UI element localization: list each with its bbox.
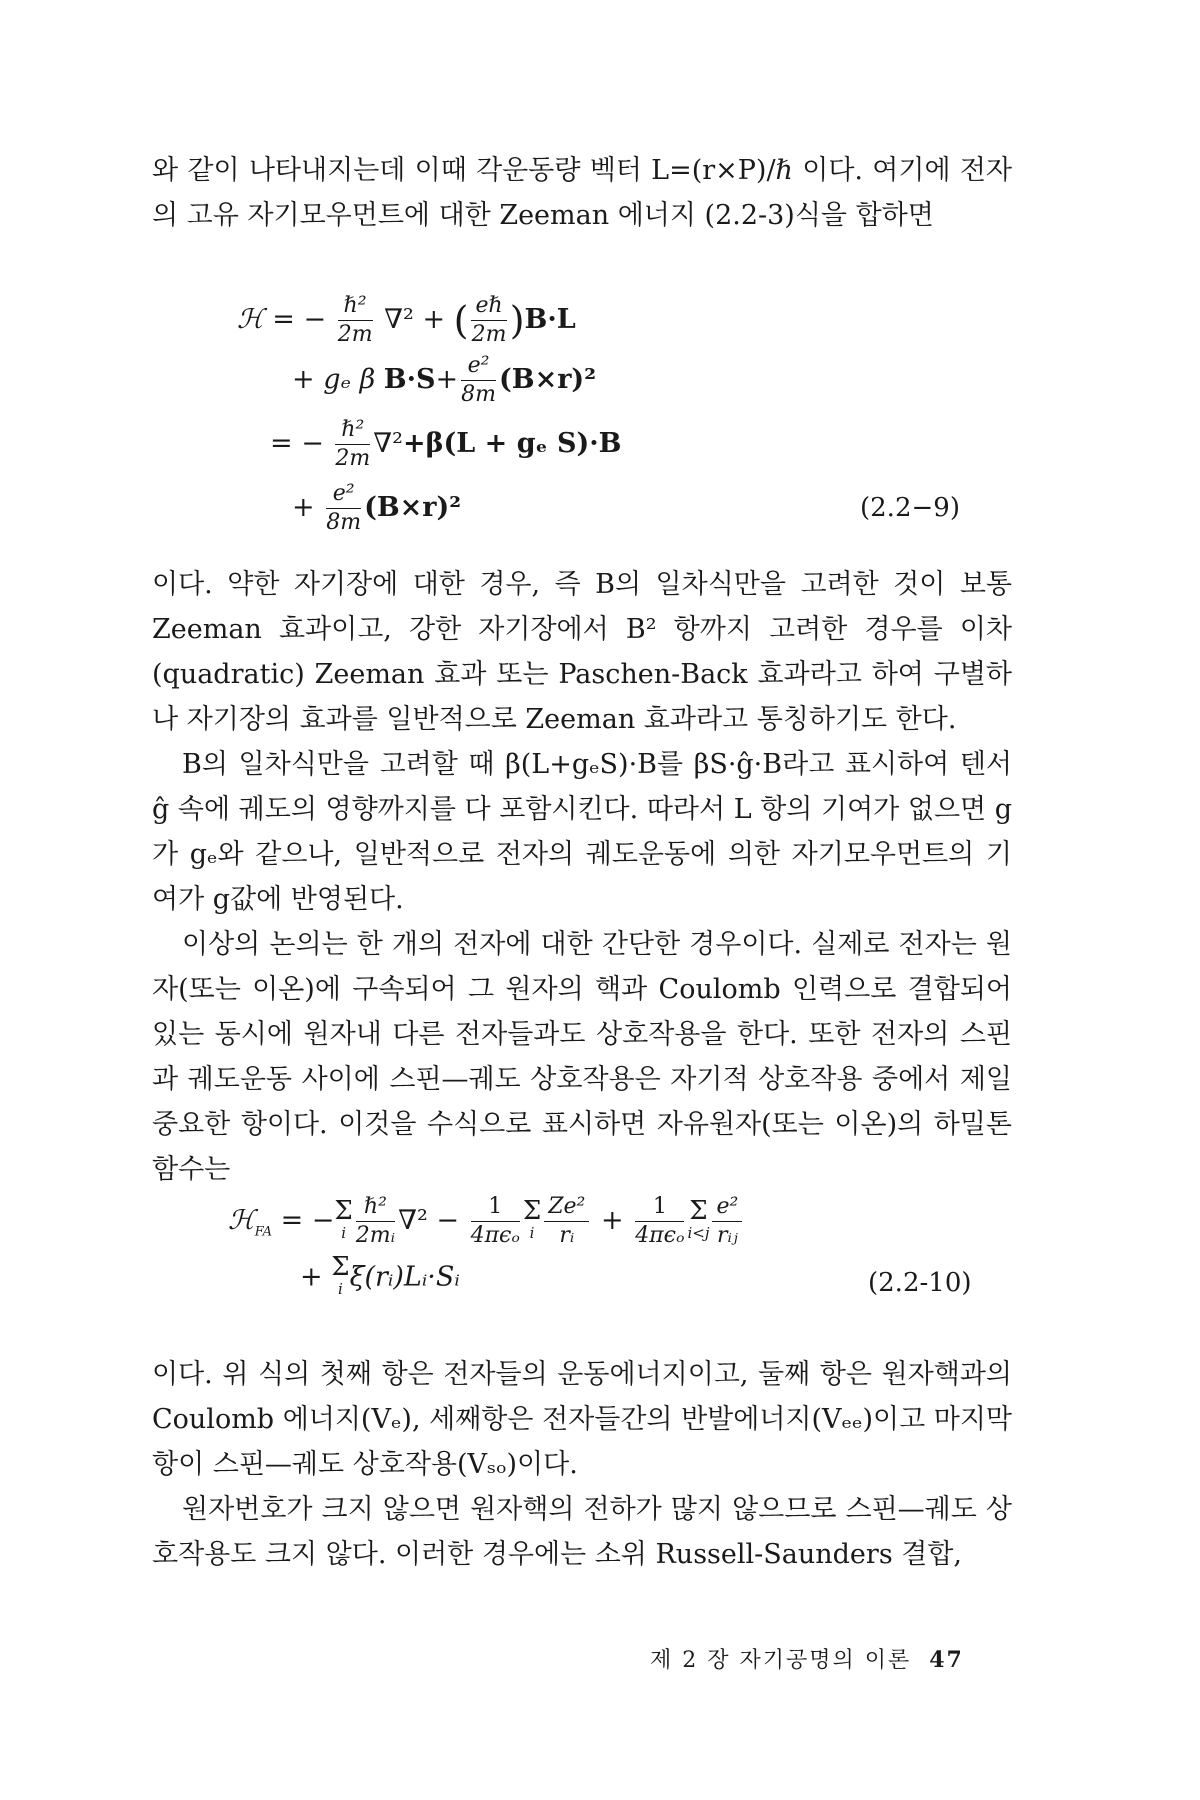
paragraph-zeeman-effect: 이다. 약한 자기장에 대한 경우, 즉 B의 일차식만을 고려한 것이 보통 Zeeman 효과이고, 강한 자기장에서 B² 항까지 고려한 경우를 이차 (quadratic) Zeeman 효과 또는 Paschen-Back 효과라고 하여 구별하나 자기장의 효과를 일반적으로 Zeeman 효과라고 통칭하기도 한다. [152, 569, 1012, 735]
summation: Σ i [522, 1195, 542, 1242]
equation-number: (2.2-10) [868, 1268, 972, 1298]
summation: Σ i [334, 1195, 353, 1242]
equation-2-2-9-line-2: + gₑ β B·S+ $\frac{\text{e²}}{8m}$ (B×r)² [292, 353, 597, 407]
fraction: $\frac{\text{ℏ²}}{2m}$ [335, 417, 371, 471]
fraction: $\frac{1}{\text{4πϵₒ}}$ [635, 1194, 685, 1248]
paragraph-hamiltonian-intro: 이상의 논의는 한 개의 전자에 대한 간단한 경우이다. 실제로 전자는 원자(또는 이온)에 구속되어 그 원자의 핵과 Coulomb 인력으로 결합되어 있는 동시에 원자내 다른 전자들과도 상호작용을 한다. 또한 전자의 스핀과 궤도운동 사이에 스핀—궤도 상호작용은 자기적 상호작용 중에서 제일 중요한 항이다. 이것을 수식으로 표시하면 자유원자(또는 이온)의 하밀톤함수는 [152, 929, 1012, 1185]
paragraph-russell-saunders: 원자번호가 크지 않으면 원자핵의 전하가 많지 않으므로 스핀—궤도 상호작용도 크지 않다. 이러한 경우에는 소위 Russell-Saunders 결합, [152, 1494, 1012, 1570]
equation-2-2-10-line-1: ℋ$_{FA}$ = − Σ i $\frac{\text{ℏ²}}{\text{2mᵢ}}$ ∇² − $\frac{1}{\text{4πϵₒ}}$ Σ i $\frac{\text{Ze²}}{\text{rᵢ}}$ + $\frac{1}{\text{4πϵₒ}}$ Σ i<j $\frac{\text{e²}}{\text{rᵢⱼ}}$ [228, 1194, 745, 1249]
fraction: $\frac{\text{ℏ²}}{\text{2mᵢ}}$ [355, 1194, 396, 1248]
summation: Σ i<j [687, 1195, 710, 1242]
equation-2-2-10 [0, 1190, 1200, 1330]
summation: Σ i [331, 1252, 350, 1298]
fraction: $\frac{\text{Ze²}}{\text{rᵢ}}$ [544, 1194, 589, 1249]
chapter-title: 제 2 장 자기공명의 이론 [650, 1648, 912, 1673]
equation-2-2-9 [0, 285, 1200, 545]
equation-2-2-9-line-4: + $\frac{\text{e²}}{8m}$ (B×r)² [292, 481, 462, 535]
equation-2-2-9-line-3: = − $\frac{\text{ℏ²}}{2m}$ ∇²+β(L + gₑ S)·B [270, 417, 622, 471]
fraction: $\frac{\text{e²}}{\text{rᵢⱼ}}$ [712, 1194, 742, 1249]
fraction: $\frac{1}{\text{4πϵₒ}}$ [470, 1194, 520, 1248]
fraction: $\frac{\text{e²}}{8m}$ [461, 353, 496, 407]
fraction: $\frac{\text{ℏ²}}{2m}$ [337, 293, 373, 347]
paragraph-g-tensor: B의 일차식만을 고려할 때 β(L+gₑS)·B를 βS·ĝ·B라고 표시하여 텐서 ĝ 속에 궤도의 영향까지를 다 포함시킨다. 따라서 L 항의 기여가 없으면 g가 gₑ와 같으나, 일반적으로 전자의 궤도운동에 의한 자기모우먼트의 기여가 g값에 반영된다. [152, 749, 1012, 915]
paragraph-hamiltonian-terms: 이다. 위 식의 첫째 항은 전자들의 운동에너지이고, 둘째 항은 원자핵과의 Coulomb 에너지(Vₑ), 세째항은 전자들간의 반발에너지(Vₑₑ)이고 마지막 항이 스핀—궤도 상호작용(Vₛₒ)이다. [152, 1359, 1012, 1480]
paragraph-intro: 와 같이 나타내지는데 이때 각운동량 벡터 L=(r×P)/ℏ 이다. 여기에 전자의 고유 자기모우먼트에 대한 Zeeman 에너지 (2.2-3)식을 합하면 [152, 155, 1012, 231]
page-footer [650, 1643, 964, 1674]
equation-2-2-9-line-1: ℋ = − $\frac{\text{ℏ²}}{2m}$ ∇² + ( $\frac{\text{eℏ}}{2m}$ )B·L [237, 293, 576, 347]
fraction: $\frac{\text{eℏ}}{2m}$ [471, 293, 507, 347]
equation-number: (2.2−9) [860, 493, 960, 523]
page-number: 47 [929, 1647, 964, 1673]
equation-2-2-10-line-2: + Σ i ξ(rᵢ)Lᵢ·Sᵢ [300, 1252, 460, 1298]
fraction: $\frac{\text{e²}}{8m}$ [326, 481, 362, 535]
